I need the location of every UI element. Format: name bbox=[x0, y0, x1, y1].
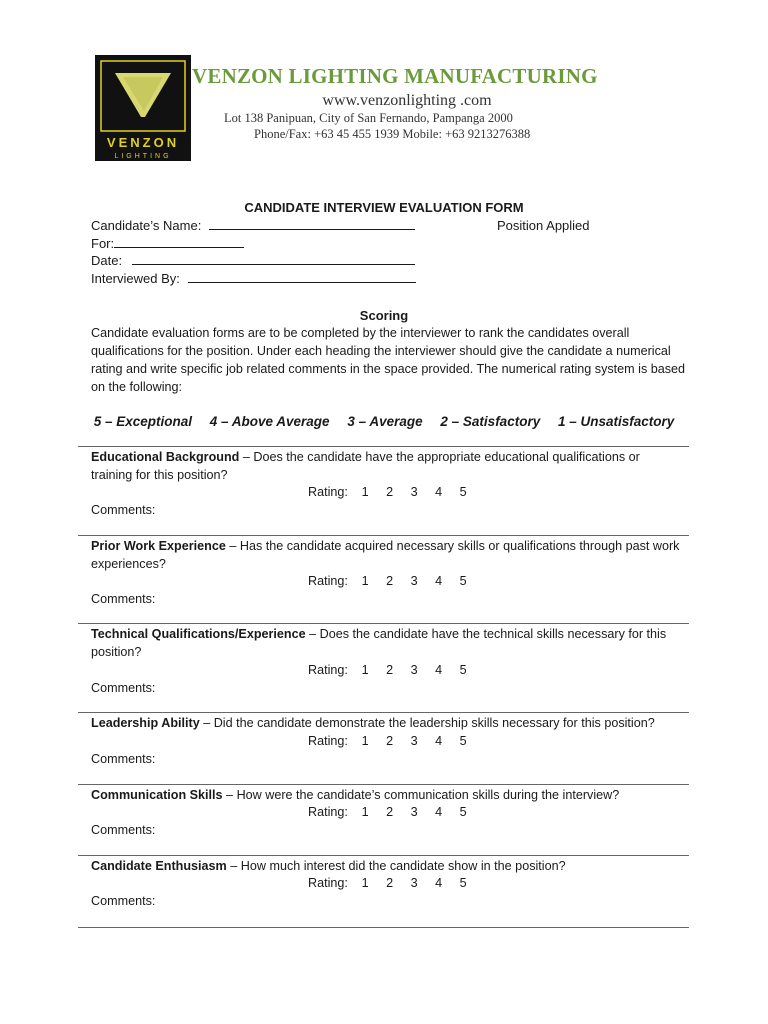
scoring-title: Scoring bbox=[359, 308, 409, 323]
rating-option-1[interactable]: 1 bbox=[361, 574, 369, 588]
section-heading: Technical Qualifications/Experience bbox=[91, 627, 306, 641]
divider bbox=[78, 855, 689, 856]
interviewed-by-label: Interviewed By: bbox=[91, 271, 180, 286]
scale-item-2: 2 – Satisfactory bbox=[440, 414, 541, 429]
rating-row bbox=[308, 485, 475, 499]
candidate-name-field[interactable] bbox=[209, 218, 415, 230]
date-field[interactable] bbox=[132, 253, 415, 265]
rating-option-1[interactable]: 1 bbox=[361, 734, 369, 748]
section-communication-skills bbox=[91, 786, 681, 804]
rating-option-3[interactable]: 3 bbox=[410, 734, 418, 748]
comments-label: Comments: bbox=[91, 681, 156, 695]
for-label: For: bbox=[91, 236, 115, 251]
company-phone: Phone/Fax: +63 45 455 1939 Mobile: +63 9213276388 bbox=[254, 127, 531, 141]
rating-option-5[interactable]: 5 bbox=[459, 574, 467, 588]
rating-label: Rating: bbox=[308, 734, 348, 748]
date-row bbox=[91, 253, 415, 268]
section-candidate-enthusiasm bbox=[91, 857, 681, 875]
section-question: – Has the candidate acquired necessary skills or qualifications through past work experiences? bbox=[91, 539, 680, 571]
rating-option-3[interactable]: 3 bbox=[410, 485, 418, 499]
rating-option-2[interactable]: 2 bbox=[386, 485, 394, 499]
rating-option-4[interactable]: 4 bbox=[435, 734, 443, 748]
scoring-description: Candidate evaluation forms are to be completed by the interviewer to rank the candidates overall qualifications for the position. Under each heading the interviewer should give the candidate a numerical rating and write specific job related comments in the space provided. The numerical rating system is based on the following: bbox=[91, 326, 686, 394]
comments-label: Comments: bbox=[91, 894, 156, 908]
rating-label: Rating: bbox=[308, 805, 348, 819]
section-question: – How were the candidate’s communication skills during the interview? bbox=[222, 788, 620, 802]
section-question: – How much interest did the candidate show in the position? bbox=[226, 859, 566, 873]
rating-scale bbox=[0, 414, 768, 429]
divider bbox=[78, 446, 689, 447]
comments-label: Comments: bbox=[91, 752, 156, 766]
rating-option-4[interactable]: 4 bbox=[435, 574, 443, 588]
candidate-name-label: Candidate’s Name: bbox=[91, 218, 202, 233]
rating-option-3[interactable]: 3 bbox=[410, 663, 418, 677]
section-technical-qualifications bbox=[91, 625, 681, 661]
rating-option-5[interactable]: 5 bbox=[459, 734, 467, 748]
rating-row bbox=[308, 734, 475, 748]
company-address: Lot 138 Panipuan, City of San Fernando, Pampanga 2000 bbox=[224, 111, 513, 125]
rating-option-4[interactable]: 4 bbox=[435, 485, 443, 499]
rating-option-1[interactable]: 1 bbox=[361, 485, 369, 499]
rating-option-2[interactable]: 2 bbox=[386, 574, 394, 588]
rating-row bbox=[308, 574, 475, 588]
rating-option-2[interactable]: 2 bbox=[386, 734, 394, 748]
rating-row bbox=[308, 663, 475, 677]
section-question: – Did the candidate demonstrate the leadership skills necessary for this position? bbox=[199, 716, 655, 730]
company-name: VENZON LIGHTING MANUFACTURING bbox=[192, 64, 598, 88]
rating-label: Rating: bbox=[308, 574, 348, 588]
rating-option-1[interactable]: 1 bbox=[361, 805, 369, 819]
rating-option-2[interactable]: 2 bbox=[386, 663, 394, 677]
section-question: – Does the candidate have the technical skills necessary for this position? bbox=[91, 627, 667, 659]
rating-option-2[interactable]: 2 bbox=[386, 876, 394, 890]
rating-option-5[interactable]: 5 bbox=[459, 876, 467, 890]
rating-row bbox=[308, 805, 475, 819]
comments-label: Comments: bbox=[91, 823, 156, 837]
rating-option-4[interactable]: 4 bbox=[435, 876, 443, 890]
logo-subtext: LIGHTING bbox=[114, 153, 172, 160]
scale-item-4: 4 – Above Average bbox=[209, 414, 330, 429]
divider bbox=[78, 712, 689, 713]
rating-option-1[interactable]: 1 bbox=[361, 876, 369, 890]
section-heading: Candidate Enthusiasm bbox=[91, 859, 227, 873]
scale-item-5: 5 – Exceptional bbox=[93, 414, 192, 429]
rating-option-4[interactable]: 4 bbox=[435, 663, 443, 677]
rating-label: Rating: bbox=[308, 663, 348, 677]
section-heading: Leadership Ability bbox=[91, 716, 200, 730]
divider bbox=[78, 623, 689, 624]
rating-option-5[interactable]: 5 bbox=[459, 805, 467, 819]
section-heading: Prior Work Experience bbox=[91, 539, 226, 553]
for-row bbox=[91, 236, 244, 251]
interviewed-by-field[interactable] bbox=[188, 271, 416, 283]
interviewed-by-row bbox=[91, 271, 416, 286]
rating-label: Rating: bbox=[308, 876, 348, 890]
comments-label: Comments: bbox=[91, 592, 156, 606]
position-field[interactable] bbox=[114, 236, 244, 248]
rating-option-3[interactable]: 3 bbox=[410, 876, 418, 890]
candidate-name-row bbox=[91, 218, 415, 233]
section-heading: Communication Skills bbox=[91, 788, 223, 802]
scale-item-3: 3 – Average bbox=[347, 414, 423, 429]
rating-option-2[interactable]: 2 bbox=[386, 805, 394, 819]
rating-row bbox=[308, 876, 475, 890]
comments-label: Comments: bbox=[91, 503, 156, 517]
rating-option-3[interactable]: 3 bbox=[410, 805, 418, 819]
rating-option-5[interactable]: 5 bbox=[459, 485, 467, 499]
divider bbox=[78, 927, 689, 928]
scale-item-1: 1 – Unsatisfactory bbox=[557, 414, 675, 429]
position-applied-label: Position Applied bbox=[497, 218, 590, 233]
divider bbox=[78, 784, 689, 785]
section-leadership-ability bbox=[91, 714, 681, 732]
rating-option-1[interactable]: 1 bbox=[361, 663, 369, 677]
section-heading: Educational Background bbox=[91, 450, 240, 464]
logo-text: VENZON bbox=[106, 135, 180, 150]
rating-option-3[interactable]: 3 bbox=[410, 574, 418, 588]
rating-label: Rating: bbox=[308, 485, 348, 499]
rating-option-5[interactable]: 5 bbox=[459, 663, 467, 677]
section-question: – Does the candidate have the appropriate educational qualifications or training for this position? bbox=[91, 450, 640, 482]
website-url: www.venzonlighting .com bbox=[322, 92, 492, 109]
divider bbox=[78, 535, 689, 536]
rating-option-4[interactable]: 4 bbox=[435, 805, 443, 819]
section-educational-background bbox=[91, 448, 681, 484]
section-prior-work-experience bbox=[91, 537, 681, 573]
form-title: CANDIDATE INTERVIEW EVALUATION FORM bbox=[244, 200, 524, 215]
date-label: Date: bbox=[91, 253, 123, 268]
